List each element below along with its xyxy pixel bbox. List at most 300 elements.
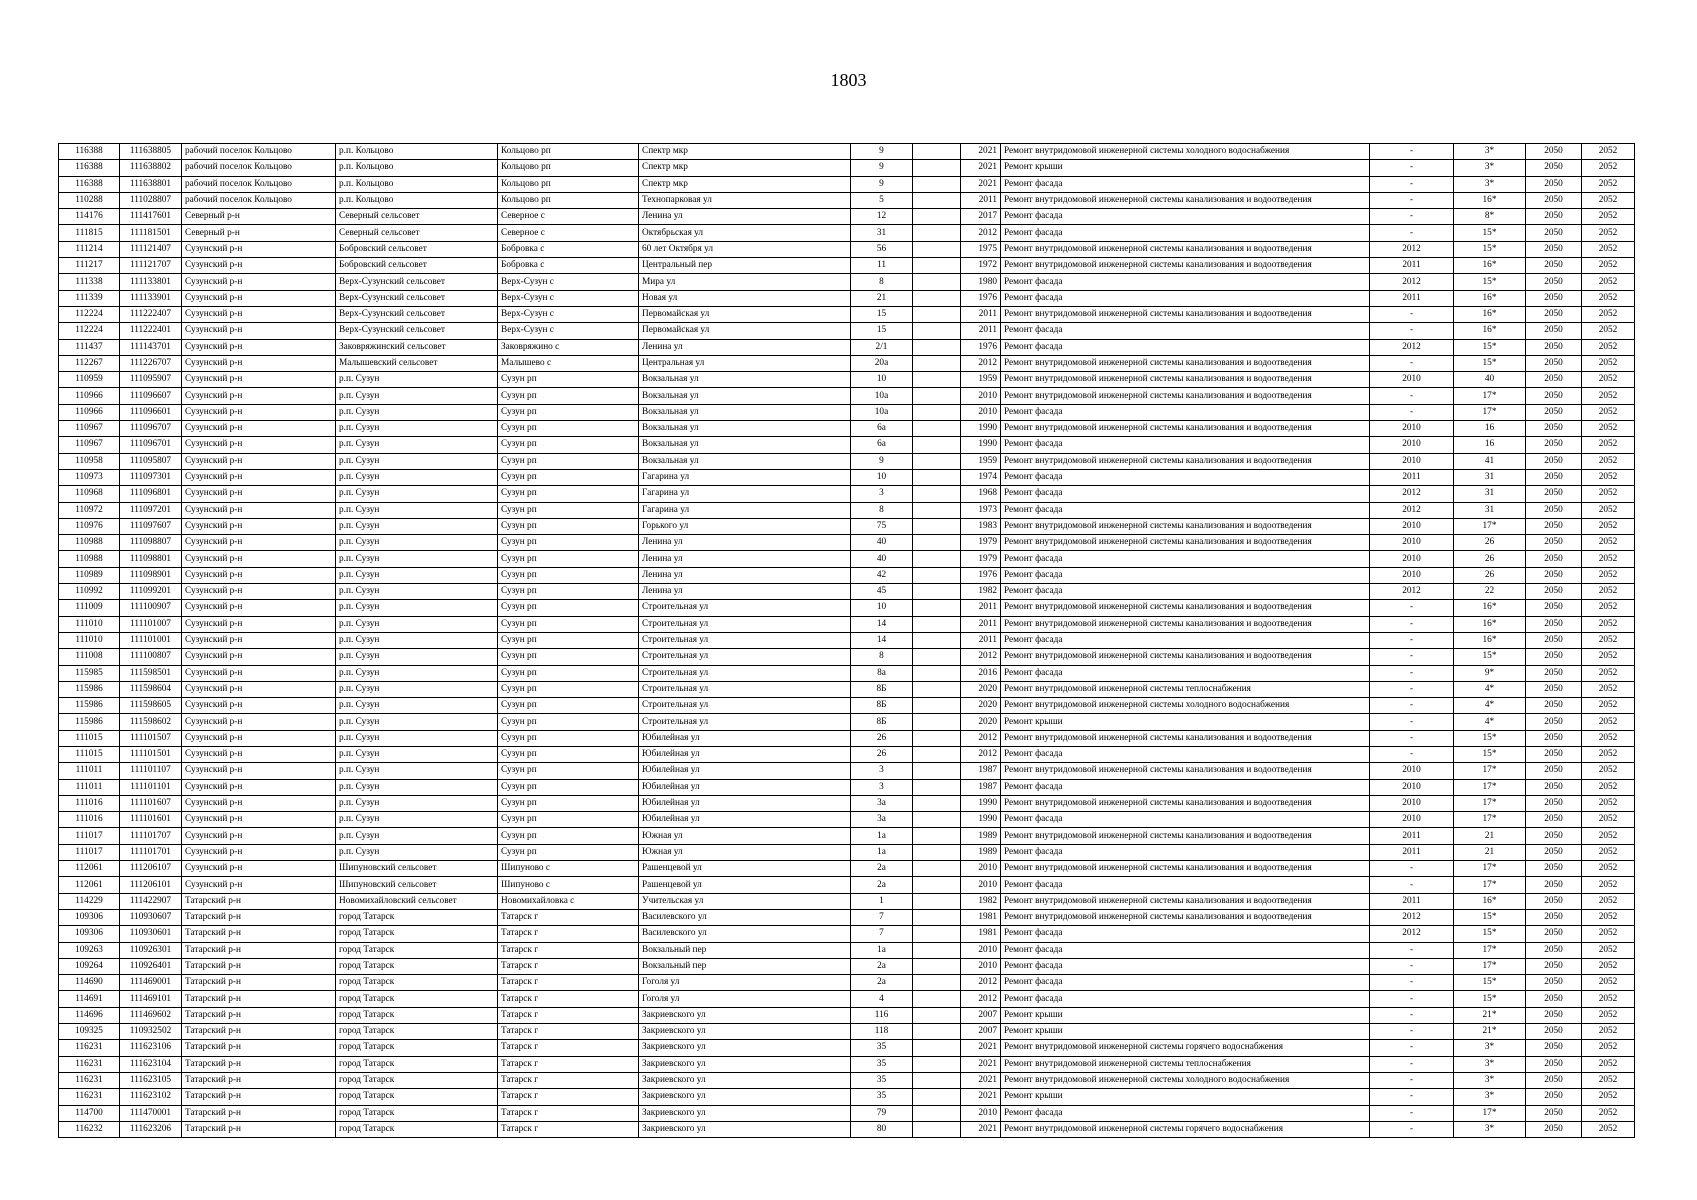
- cell-work-id: 111470001: [120, 1105, 182, 1121]
- cell-last-repair-year: -: [1370, 176, 1454, 192]
- cell-house-id: 110959: [59, 372, 120, 388]
- cell-plan-start-year: 2050: [1526, 795, 1582, 811]
- cell-work-type: Ремонт фасада: [1001, 323, 1370, 339]
- cell-locality: Сузун рп: [498, 551, 639, 567]
- cell-plan-end-year: 2052: [1582, 681, 1635, 697]
- cell-building: [913, 323, 961, 339]
- cell-plan-start-year: 2050: [1526, 453, 1582, 469]
- cell-work-id: 110930601: [120, 926, 182, 942]
- cell-plan-start-year: 2050: [1526, 861, 1582, 877]
- cell-locality: Верх-Сузун с: [498, 323, 639, 339]
- cell-last-repair-year: -: [1370, 958, 1454, 974]
- cell-house-number: 8Б: [851, 681, 913, 697]
- cell-house-number: 31: [851, 225, 913, 241]
- cell-municipal-district: Сузунский р-н: [182, 241, 336, 257]
- cell-year-built: 2012: [961, 355, 1001, 371]
- cell-last-repair-year: 2012: [1370, 339, 1454, 355]
- cell-work-id: 111101701: [120, 844, 182, 860]
- cell-municipal-district: Татарский р-н: [182, 909, 336, 925]
- cell-locality: Татарск г: [498, 1007, 639, 1023]
- cell-work-id: 111226707: [120, 355, 182, 371]
- cell-work-type: Ремонт фасада: [1001, 339, 1370, 355]
- cell-house-number: 15: [851, 323, 913, 339]
- cell-year-built: 2010: [961, 877, 1001, 893]
- cell-year-built: 2021: [961, 1056, 1001, 1072]
- cell-street: Рашенцевой ул: [639, 861, 851, 877]
- cell-building: [913, 714, 961, 730]
- cell-street: Строительная ул: [639, 632, 851, 648]
- cell-street: Ленина ул: [639, 584, 851, 600]
- cell-work-id: 111101107: [120, 763, 182, 779]
- cell-house-number: 10а: [851, 404, 913, 420]
- cell-locality: Сузун рп: [498, 437, 639, 453]
- cell-settlement: р.п. Сузун: [336, 404, 498, 420]
- cell-plan-end-year: 2052: [1582, 861, 1635, 877]
- cell-street: Закриевского ул: [639, 1007, 851, 1023]
- cell-work-type: Ремонт внутридомовой инженерной системы холодного водоснабжения: [1001, 698, 1370, 714]
- cell-building: [913, 844, 961, 860]
- cell-house-id: 116231: [59, 1089, 120, 1105]
- cell-municipal-district: Сузунский р-н: [182, 535, 336, 551]
- cell-settlement: город Татарск: [336, 926, 498, 942]
- cell-last-repair-year: -: [1370, 730, 1454, 746]
- cell-last-repair-year: 2011: [1370, 469, 1454, 485]
- cell-last-repair-year: 2010: [1370, 518, 1454, 534]
- cell-house-number: 3: [851, 779, 913, 795]
- cell-plan-end-year: 2052: [1582, 909, 1635, 925]
- cell-locality: Сузун рп: [498, 567, 639, 583]
- cell-building: [913, 421, 961, 437]
- cell-plan-end-year: 2052: [1582, 421, 1635, 437]
- cell-plan-start-year: 2050: [1526, 681, 1582, 697]
- cell-house-id: 110966: [59, 388, 120, 404]
- cell-settlement: город Татарск: [336, 1105, 498, 1121]
- cell-last-repair-year: 2010: [1370, 372, 1454, 388]
- cell-municipal-district: рабочий поселок Кольцово: [182, 160, 336, 176]
- cell-house-id: 109263: [59, 942, 120, 958]
- cell-settlement: город Татарск: [336, 1024, 498, 1040]
- cell-wear-years: 16: [1454, 421, 1526, 437]
- cell-plan-start-year: 2050: [1526, 958, 1582, 974]
- cell-last-repair-year: -: [1370, 1040, 1454, 1056]
- cell-house-number: 10: [851, 600, 913, 616]
- cell-plan-start-year: 2050: [1526, 160, 1582, 176]
- cell-locality: Северное с: [498, 209, 639, 225]
- cell-work-id: 111598604: [120, 681, 182, 697]
- cell-house-number: 10а: [851, 388, 913, 404]
- cell-house-id: 109325: [59, 1024, 120, 1040]
- cell-street: Южная ул: [639, 828, 851, 844]
- cell-last-repair-year: -: [1370, 225, 1454, 241]
- table-row: [59, 225, 1635, 241]
- cell-work-type: Ремонт фасада: [1001, 975, 1370, 991]
- cell-plan-start-year: 2050: [1526, 632, 1582, 648]
- cell-last-repair-year: 2011: [1370, 893, 1454, 909]
- cell-house-id: 111217: [59, 258, 120, 274]
- cell-settlement: р.п. Сузун: [336, 535, 498, 551]
- cell-plan-end-year: 2052: [1582, 306, 1635, 322]
- cell-street: Технопарковая ул: [639, 192, 851, 208]
- cell-locality: Сузун рп: [498, 714, 639, 730]
- cell-house-number: 1: [851, 893, 913, 909]
- cell-work-id: 111096601: [120, 404, 182, 420]
- cell-wear-years: 17*: [1454, 812, 1526, 828]
- cell-locality: Северное с: [498, 225, 639, 241]
- cell-settlement: Малышевский сельсовет: [336, 355, 498, 371]
- cell-last-repair-year: -: [1370, 1105, 1454, 1121]
- cell-work-id: 111623102: [120, 1089, 182, 1105]
- cell-street: Вокзальный пер: [639, 942, 851, 958]
- cell-work-id: 111623104: [120, 1056, 182, 1072]
- cell-work-type: Ремонт крыши: [1001, 1024, 1370, 1040]
- cell-building: [913, 698, 961, 714]
- cell-building: [913, 632, 961, 648]
- cell-plan-start-year: 2050: [1526, 241, 1582, 257]
- cell-building: [913, 404, 961, 420]
- cell-work-id: 111598605: [120, 698, 182, 714]
- table-row: [59, 1072, 1635, 1088]
- cell-settlement: город Татарск: [336, 909, 498, 925]
- cell-building: [913, 616, 961, 632]
- cell-wear-years: 31: [1454, 502, 1526, 518]
- cell-settlement: р.п. Сузун: [336, 486, 498, 502]
- cell-settlement: р.п. Сузун: [336, 779, 498, 795]
- cell-wear-years: 9*: [1454, 665, 1526, 681]
- cell-building: [913, 306, 961, 322]
- cell-work-type: Ремонт фасада: [1001, 746, 1370, 762]
- cell-work-type: Ремонт фасада: [1001, 290, 1370, 306]
- cell-street: Вокзальная ул: [639, 453, 851, 469]
- cell-year-built: 1990: [961, 812, 1001, 828]
- table-row: [59, 991, 1635, 1007]
- cell-street: Вокзальный пер: [639, 958, 851, 974]
- cell-street: Мира ул: [639, 274, 851, 290]
- cell-building: [913, 746, 961, 762]
- cell-year-built: 2012: [961, 730, 1001, 746]
- cell-locality: Сузун рп: [498, 486, 639, 502]
- cell-plan-start-year: 2050: [1526, 746, 1582, 762]
- cell-locality: Татарск г: [498, 1024, 639, 1040]
- cell-work-id: 111181501: [120, 225, 182, 241]
- cell-street: Юбилейная ул: [639, 812, 851, 828]
- cell-year-built: 2012: [961, 991, 1001, 1007]
- cell-municipal-district: Сузунский р-н: [182, 730, 336, 746]
- cell-settlement: р.п. Сузун: [336, 551, 498, 567]
- cell-house-id: 111011: [59, 763, 120, 779]
- cell-plan-start-year: 2050: [1526, 584, 1582, 600]
- cell-settlement: р.п. Сузун: [336, 616, 498, 632]
- cell-wear-years: 15*: [1454, 926, 1526, 942]
- cell-settlement: р.п. Сузун: [336, 388, 498, 404]
- cell-street: Гоголя ул: [639, 991, 851, 1007]
- cell-work-type: Ремонт внутридомовой инженерной системы канализования и водоотведения: [1001, 388, 1370, 404]
- cell-plan-end-year: 2052: [1582, 535, 1635, 551]
- cell-work-type: Ремонт внутридомовой инженерной системы канализования и водоотведения: [1001, 372, 1370, 388]
- cell-plan-start-year: 2050: [1526, 469, 1582, 485]
- cell-settlement: город Татарск: [336, 942, 498, 958]
- cell-wear-years: 15*: [1454, 730, 1526, 746]
- cell-work-type: Ремонт внутридомовой инженерной системы канализования и водоотведения: [1001, 795, 1370, 811]
- cell-locality: Кольцово рп: [498, 176, 639, 192]
- cell-last-repair-year: -: [1370, 991, 1454, 1007]
- table-row: [59, 551, 1635, 567]
- cell-house-id: 115986: [59, 681, 120, 697]
- cell-wear-years: 17*: [1454, 1105, 1526, 1121]
- cell-house-id: 112267: [59, 355, 120, 371]
- cell-locality: Сузун рп: [498, 665, 639, 681]
- cell-settlement: р.п. Сузун: [336, 698, 498, 714]
- cell-municipal-district: рабочий поселок Кольцово: [182, 176, 336, 192]
- table-row: [59, 209, 1635, 225]
- cell-last-repair-year: -: [1370, 404, 1454, 420]
- cell-locality: Заковряжино с: [498, 339, 639, 355]
- cell-plan-start-year: 2050: [1526, 225, 1582, 241]
- cell-plan-start-year: 2050: [1526, 176, 1582, 192]
- cell-building: [913, 1089, 961, 1105]
- table-row: [59, 828, 1635, 844]
- cell-house-number: 8а: [851, 665, 913, 681]
- cell-work-type: Ремонт фасада: [1001, 225, 1370, 241]
- cell-street: Рашенцевой ул: [639, 877, 851, 893]
- cell-street: Закриевского ул: [639, 1040, 851, 1056]
- cell-municipal-district: Сузунский р-н: [182, 567, 336, 583]
- cell-work-type: Ремонт внутридомовой инженерной системы канализования и водоотведения: [1001, 600, 1370, 616]
- cell-plan-end-year: 2052: [1582, 779, 1635, 795]
- cell-year-built: 1973: [961, 502, 1001, 518]
- cell-year-built: 2010: [961, 1105, 1001, 1121]
- cell-wear-years: 17*: [1454, 795, 1526, 811]
- cell-last-repair-year: -: [1370, 209, 1454, 225]
- cell-last-repair-year: 2010: [1370, 535, 1454, 551]
- cell-work-id: 111623105: [120, 1072, 182, 1088]
- cell-wear-years: 15*: [1454, 975, 1526, 991]
- cell-house-number: 116: [851, 1007, 913, 1023]
- cell-locality: Сузун рп: [498, 730, 639, 746]
- cell-year-built: 2010: [961, 388, 1001, 404]
- cell-work-type: Ремонт внутридомовой инженерной системы канализования и водоотведения: [1001, 192, 1370, 208]
- cell-work-id: 111598501: [120, 665, 182, 681]
- cell-year-built: 1989: [961, 844, 1001, 860]
- cell-year-built: 2011: [961, 616, 1001, 632]
- cell-year-built: 1989: [961, 828, 1001, 844]
- cell-municipal-district: Сузунский р-н: [182, 274, 336, 290]
- cell-house-id: 111011: [59, 779, 120, 795]
- cell-building: [913, 942, 961, 958]
- cell-house-number: 35: [851, 1040, 913, 1056]
- cell-work-type: Ремонт фасада: [1001, 926, 1370, 942]
- cell-settlement: р.п. Сузун: [336, 665, 498, 681]
- cell-building: [913, 241, 961, 257]
- cell-plan-end-year: 2052: [1582, 192, 1635, 208]
- cell-last-repair-year: 2010: [1370, 437, 1454, 453]
- cell-settlement: р.п. Сузун: [336, 372, 498, 388]
- cell-settlement: р.п. Сузун: [336, 681, 498, 697]
- cell-work-id: 111097301: [120, 469, 182, 485]
- cell-plan-start-year: 2050: [1526, 991, 1582, 1007]
- cell-house-number: 9: [851, 176, 913, 192]
- cell-street: Ленина ул: [639, 535, 851, 551]
- cell-street: Закриевского ул: [639, 1072, 851, 1088]
- cell-wear-years: 26: [1454, 535, 1526, 551]
- table-row: [59, 1056, 1635, 1072]
- cell-work-type: Ремонт внутридомовой инженерной системы горячего водоснабжения: [1001, 1040, 1370, 1056]
- cell-wear-years: 41: [1454, 453, 1526, 469]
- cell-work-type: Ремонт крыши: [1001, 1089, 1370, 1105]
- cell-municipal-district: Сузунский р-н: [182, 551, 336, 567]
- cell-building: [913, 518, 961, 534]
- cell-building: [913, 861, 961, 877]
- table-row: [59, 486, 1635, 502]
- cell-building: [913, 779, 961, 795]
- cell-house-number: 6а: [851, 437, 913, 453]
- cell-last-repair-year: -: [1370, 714, 1454, 730]
- cell-work-id: 110930607: [120, 909, 182, 925]
- cell-house-id: 116388: [59, 160, 120, 176]
- cell-year-built: 2010: [961, 942, 1001, 958]
- cell-plan-start-year: 2050: [1526, 730, 1582, 746]
- cell-settlement: Верх-Сузунский сельсовет: [336, 290, 498, 306]
- cell-last-repair-year: -: [1370, 192, 1454, 208]
- cell-plan-start-year: 2050: [1526, 942, 1582, 958]
- cell-last-repair-year: 2010: [1370, 763, 1454, 779]
- cell-work-type: Ремонт фасада: [1001, 1105, 1370, 1121]
- cell-building: [913, 551, 961, 567]
- cell-house-number: 14: [851, 632, 913, 648]
- cell-work-id: 111133901: [120, 290, 182, 306]
- cell-year-built: 2011: [961, 306, 1001, 322]
- cell-locality: Сузун рп: [498, 616, 639, 632]
- cell-house-number: 5: [851, 192, 913, 208]
- cell-locality: Татарск г: [498, 926, 639, 942]
- cell-work-id: 111095807: [120, 453, 182, 469]
- cell-settlement: Заковряжинский сельсовет: [336, 339, 498, 355]
- table-row: [59, 681, 1635, 697]
- cell-year-built: 1982: [961, 893, 1001, 909]
- cell-building: [913, 144, 961, 160]
- cell-locality: Сузун рп: [498, 779, 639, 795]
- cell-year-built: 1990: [961, 437, 1001, 453]
- cell-work-id: 111097607: [120, 518, 182, 534]
- cell-building: [913, 958, 961, 974]
- cell-wear-years: 16*: [1454, 600, 1526, 616]
- cell-house-number: 15: [851, 306, 913, 322]
- cell-plan-end-year: 2052: [1582, 388, 1635, 404]
- cell-work-type: Ремонт фасада: [1001, 437, 1370, 453]
- cell-settlement: город Татарск: [336, 1007, 498, 1023]
- table-row: [59, 909, 1635, 925]
- cell-plan-end-year: 2052: [1582, 437, 1635, 453]
- cell-building: [913, 1072, 961, 1088]
- cell-locality: Сузун рп: [498, 795, 639, 811]
- cell-locality: Татарск г: [498, 1089, 639, 1105]
- cell-plan-start-year: 2050: [1526, 323, 1582, 339]
- cell-locality: Сузун рп: [498, 535, 639, 551]
- cell-house-id: 111015: [59, 746, 120, 762]
- cell-house-id: 116231: [59, 1040, 120, 1056]
- cell-house-number: 3: [851, 763, 913, 779]
- cell-work-type: Ремонт фасада: [1001, 176, 1370, 192]
- registry-table-body: [59, 144, 1635, 1138]
- cell-last-repair-year: -: [1370, 306, 1454, 322]
- cell-work-id: 111101707: [120, 828, 182, 844]
- cell-settlement: р.п. Сузун: [336, 437, 498, 453]
- cell-year-built: 1968: [961, 486, 1001, 502]
- cell-last-repair-year: -: [1370, 144, 1454, 160]
- cell-year-built: 1990: [961, 421, 1001, 437]
- cell-year-built: 1976: [961, 290, 1001, 306]
- cell-last-repair-year: 2011: [1370, 844, 1454, 860]
- cell-street: Вокзальная ул: [639, 404, 851, 420]
- cell-last-repair-year: 2012: [1370, 584, 1454, 600]
- cell-municipal-district: Сузунский р-н: [182, 844, 336, 860]
- cell-wear-years: 16: [1454, 437, 1526, 453]
- cell-building: [913, 665, 961, 681]
- cell-last-repair-year: 2010: [1370, 421, 1454, 437]
- cell-plan-end-year: 2052: [1582, 730, 1635, 746]
- cell-work-id: 111417601: [120, 209, 182, 225]
- cell-house-number: 21: [851, 290, 913, 306]
- cell-street: Спектр мкр: [639, 144, 851, 160]
- cell-last-repair-year: -: [1370, 600, 1454, 616]
- cell-house-id: 115986: [59, 714, 120, 730]
- cell-work-id: 111623206: [120, 1121, 182, 1137]
- cell-house-number: 2/1: [851, 339, 913, 355]
- cell-settlement: р.п. Сузун: [336, 518, 498, 534]
- cell-year-built: 2020: [961, 698, 1001, 714]
- cell-last-repair-year: 2012: [1370, 926, 1454, 942]
- cell-wear-years: 3*: [1454, 1072, 1526, 1088]
- cell-year-built: 2010: [961, 958, 1001, 974]
- cell-last-repair-year: -: [1370, 616, 1454, 632]
- cell-wear-years: 15*: [1454, 649, 1526, 665]
- cell-house-number: 7: [851, 909, 913, 925]
- cell-work-id: 111133801: [120, 274, 182, 290]
- cell-settlement: р.п. Кольцово: [336, 192, 498, 208]
- registry-table: [58, 143, 1635, 1138]
- cell-year-built: 2011: [961, 632, 1001, 648]
- cell-house-id: 109306: [59, 909, 120, 925]
- cell-street: Центральная ул: [639, 355, 851, 371]
- cell-plan-end-year: 2052: [1582, 632, 1635, 648]
- cell-house-number: 9: [851, 453, 913, 469]
- cell-locality: Сузун рп: [498, 763, 639, 779]
- cell-street: Василевского ул: [639, 926, 851, 942]
- cell-wear-years: 16*: [1454, 192, 1526, 208]
- cell-building: [913, 795, 961, 811]
- cell-wear-years: 16*: [1454, 306, 1526, 322]
- table-row: [59, 1040, 1635, 1056]
- cell-house-number: 26: [851, 746, 913, 762]
- cell-locality: Сузун рп: [498, 828, 639, 844]
- cell-municipal-district: Сузунский р-н: [182, 453, 336, 469]
- cell-locality: Сузун рп: [498, 404, 639, 420]
- cell-locality: Сузун рп: [498, 584, 639, 600]
- cell-house-number: 8: [851, 274, 913, 290]
- cell-locality: Сузун рп: [498, 388, 639, 404]
- table-row: [59, 372, 1635, 388]
- cell-house-id: 110967: [59, 437, 120, 453]
- cell-plan-end-year: 2052: [1582, 258, 1635, 274]
- cell-plan-end-year: 2052: [1582, 616, 1635, 632]
- cell-plan-start-year: 2050: [1526, 779, 1582, 795]
- cell-settlement: город Татарск: [336, 1121, 498, 1137]
- cell-year-built: 2007: [961, 1024, 1001, 1040]
- cell-house-number: 8: [851, 649, 913, 665]
- cell-locality: Татарск г: [498, 1105, 639, 1121]
- cell-work-type: Ремонт фасада: [1001, 632, 1370, 648]
- cell-plan-start-year: 2050: [1526, 1040, 1582, 1056]
- cell-locality: Сузун рп: [498, 453, 639, 469]
